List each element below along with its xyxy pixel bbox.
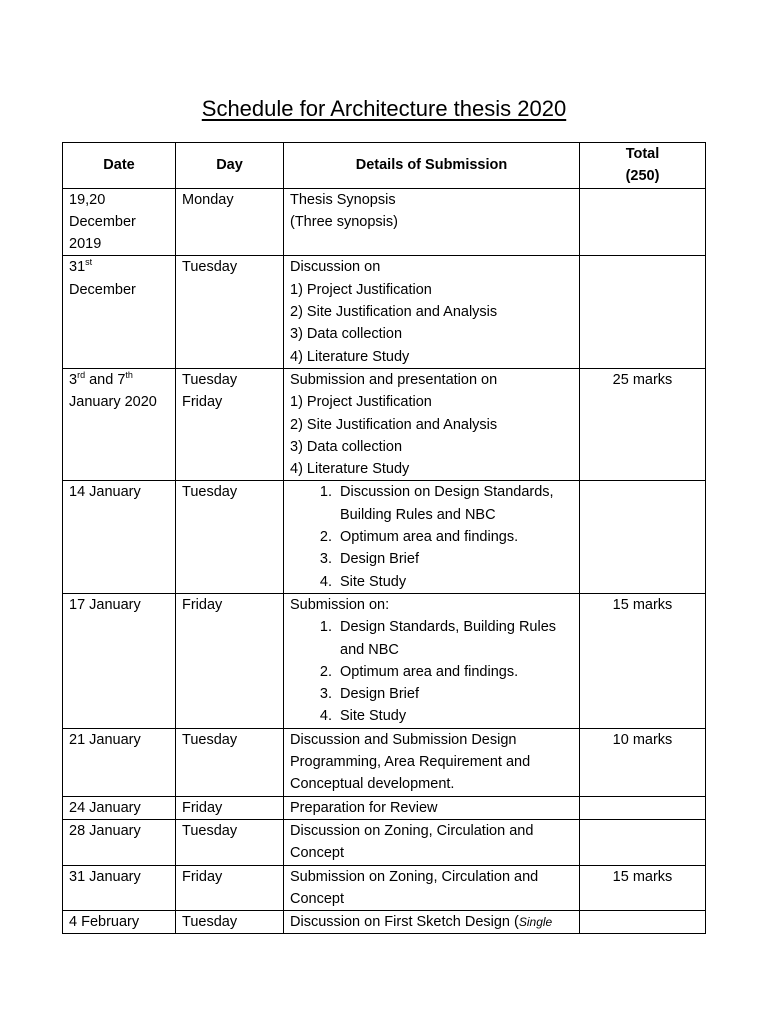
details-line: Conceptual development. <box>290 776 455 793</box>
table-row <box>63 911 706 934</box>
list-item: 2. Optimum area and findings. <box>336 526 573 548</box>
date-ordinal: th <box>125 370 133 381</box>
details-intro: Submission on: <box>290 596 390 613</box>
list-item: 3. Design Brief <box>336 548 573 570</box>
date-ordinal: rd <box>77 370 86 381</box>
details-text: Discussion on First Sketch Design ( <box>290 914 519 931</box>
details-cell <box>284 368 580 480</box>
details-cell <box>284 593 580 728</box>
details-italic-text: Single <box>518 915 553 930</box>
total-cell <box>580 256 706 368</box>
date-line: 2019 <box>69 236 102 253</box>
details-line: Discussion and Submission Design <box>290 731 517 748</box>
day-cell: Tuesday <box>176 481 284 593</box>
details-line: 3) Data collection <box>290 326 403 343</box>
date-line: December <box>69 213 136 230</box>
day-cell <box>176 256 284 368</box>
day-cell: Friday <box>176 865 284 911</box>
table-row <box>63 728 706 796</box>
schedule-table <box>62 142 706 934</box>
total-cell: 25 marks <box>580 368 706 480</box>
details-line: 2) Site Justification and Analysis <box>290 416 498 433</box>
day-line: Friday <box>182 394 223 411</box>
date-cell: 28 January <box>63 819 176 865</box>
details-line <box>290 911 573 933</box>
total-cell <box>580 796 706 819</box>
document-title <box>0 94 768 124</box>
day-line: Tuesday <box>182 259 238 276</box>
table-row <box>63 368 706 480</box>
list-item: 1. Discussion on Design Standards, Building Rules and NBC <box>336 481 573 526</box>
total-cell: 10 marks <box>580 728 706 796</box>
date-cell: 21 January <box>63 728 176 796</box>
date-cell: 4 February <box>63 911 176 934</box>
table-row <box>63 188 706 256</box>
date-number: and 7 <box>85 371 126 388</box>
details-cell <box>284 256 580 368</box>
details-cell <box>284 188 580 256</box>
day-cell: Tuesday <box>176 911 284 934</box>
day-cell: Tuesday <box>176 819 284 865</box>
numbered-list <box>290 616 573 727</box>
details-line: 4) Literature Study <box>290 461 410 478</box>
header-details: Details of Submission <box>284 143 580 189</box>
total-cell <box>580 188 706 256</box>
details-line: 3) Data collection <box>290 438 403 455</box>
details-line: Thesis Synopsis <box>290 191 396 208</box>
day-cell: Friday <box>176 796 284 819</box>
details-cell <box>284 865 580 911</box>
total-cell <box>580 819 706 865</box>
details-cell <box>284 911 580 934</box>
list-item: 4. Site Study <box>336 705 573 727</box>
header-row <box>63 143 706 189</box>
total-cell: 15 marks <box>580 865 706 911</box>
total-cell <box>580 911 706 934</box>
list-item: 3. Design Brief <box>336 683 573 705</box>
table-row <box>63 865 706 911</box>
details-cell <box>284 819 580 865</box>
date-line <box>69 369 169 391</box>
numbered-list <box>290 481 573 592</box>
header-total-max: (250) <box>625 168 660 185</box>
date-ordinal: st <box>85 257 93 268</box>
details-line: 4) Literature Study <box>290 348 410 365</box>
table-row <box>63 256 706 368</box>
total-cell <box>580 481 706 593</box>
date-line: January 2020 <box>69 394 157 411</box>
header-day: Day <box>176 143 284 189</box>
date-number: 31 <box>69 259 86 276</box>
header-date: Date <box>63 143 176 189</box>
day-cell: Friday <box>176 593 284 728</box>
header-total <box>580 143 706 189</box>
date-cell: 17 January <box>63 593 176 728</box>
details-cell: Preparation for Review <box>284 796 580 819</box>
details-cell <box>284 481 580 593</box>
date-cell <box>63 256 176 368</box>
details-line: Discussion on <box>290 259 381 276</box>
date-cell <box>63 368 176 480</box>
list-item: 4. Site Study <box>336 571 573 593</box>
date-line: 19,20 <box>69 191 106 208</box>
date-line <box>69 256 169 278</box>
date-cell <box>63 188 176 256</box>
date-cell: 14 January <box>63 481 176 593</box>
details-line: 2) Site Justification and Analysis <box>290 304 498 321</box>
details-cell <box>284 728 580 796</box>
date-number: 3 <box>69 371 78 388</box>
title-text: Schedule for Architecture thesis 2020 <box>201 96 567 121</box>
table-row <box>63 819 706 865</box>
day-line: Tuesday <box>182 371 238 388</box>
list-item: 1. Design Standards, Building Rules and NBC <box>336 616 573 661</box>
total-cell: 15 marks <box>580 593 706 728</box>
header-total-label: Total <box>625 146 660 162</box>
details-line: 1) Project Justification <box>290 394 432 411</box>
table-row <box>63 796 706 819</box>
date-line: December <box>69 281 136 298</box>
date-cell: 24 January <box>63 796 176 819</box>
details-line: Concept <box>290 845 345 862</box>
details-line: Programming, Area Requirement and <box>290 754 531 771</box>
day-line: Monday <box>182 191 234 208</box>
table-row <box>63 593 706 728</box>
details-line: Discussion on Zoning, Circulation and <box>290 822 534 839</box>
day-cell <box>176 368 284 480</box>
details-line: Submission and presentation on <box>290 371 498 388</box>
table-row <box>63 481 706 593</box>
list-item: 2. Optimum area and findings. <box>336 661 573 683</box>
details-line: (Three synopsis) <box>290 213 398 230</box>
day-cell <box>176 188 284 256</box>
details-line: Submission on Zoning, Circulation and <box>290 868 539 885</box>
date-cell: 31 January <box>63 865 176 911</box>
day-cell: Tuesday <box>176 728 284 796</box>
details-line: 1) Project Justification <box>290 281 432 298</box>
details-line: Concept <box>290 890 345 907</box>
